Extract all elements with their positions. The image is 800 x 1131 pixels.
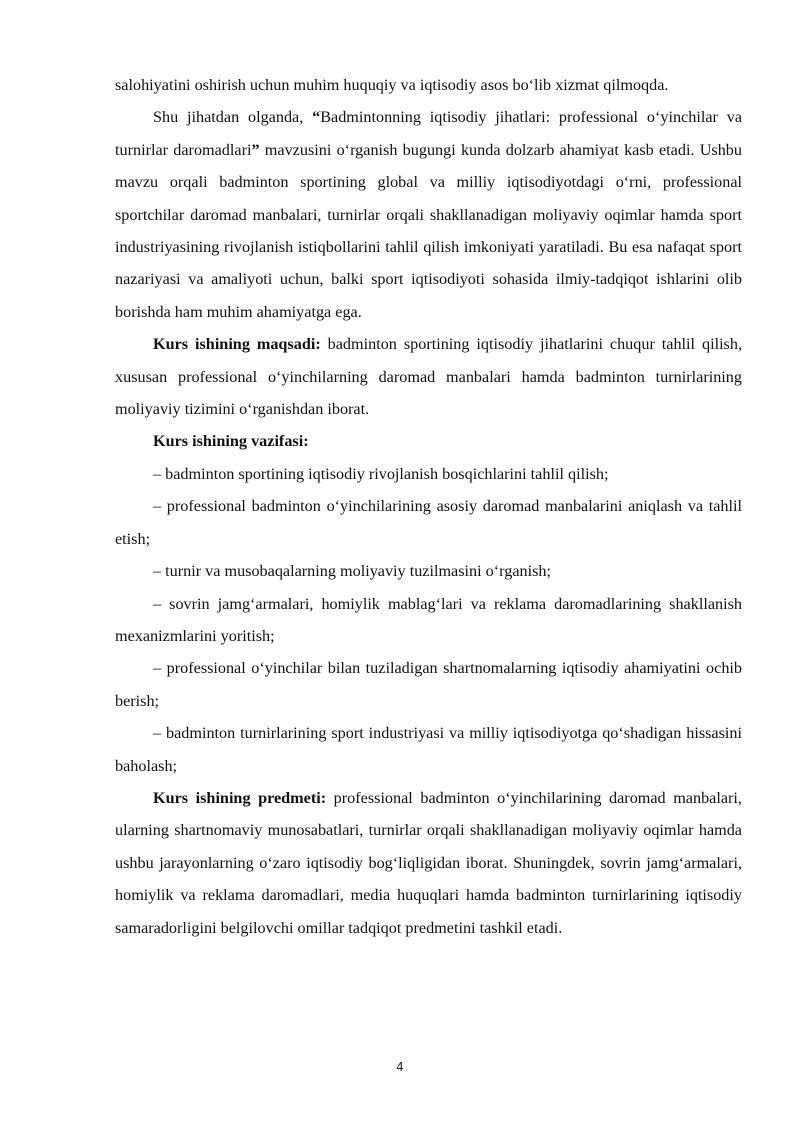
task-item: – sovrin jamg‘armalari, homiylik mablag‘lari va reklama daromadlarining shakllanish mexanizmlarini yoritish; bbox=[115, 594, 742, 645]
tasks-heading: Kurs ishining vazifasi: bbox=[153, 432, 309, 451]
goal-text: badminton sportining iqtisodiy jihatlarini chuqur tahlil qilish, xususan professional o‘yinchilarning daromad manbalari hamda badminton turnirlarining moliyaviy tizimini o‘rganishdan iborat. bbox=[115, 335, 743, 419]
relevance-text: mavzusini o‘rganish bugungi kunda dolzarb ahamiyat kasb etadi. Ushbu mavzu orqali badminton sportining global va milliy iqtisodiyotdagi o‘rni, professional sportchilar daromad manbalari, turnirlar orqali shakllanadigan moliyaviy oqimlar hamda sport industriyasining rivojlanish istiqbollarini tahlil qilish imkoniyati yaratiladi. Bu esa nafaqat sport nazariyasi va amaliyoti uchun, balki sport iqtisodiyoti sohasida ilmiy-tadqiqot ishlarini olib borishda ham muhim ahamiyatga ega. bbox=[115, 140, 742, 321]
subject-label: Kurs ishining predmeti: bbox=[153, 788, 327, 807]
intro-continuation-paragraph bbox=[115, 69, 742, 101]
task-item: – professional badminton o‘yinchilarining asosiy daromad manbalarini aniqlash va tahlil etish; bbox=[115, 497, 742, 548]
goal-label: Kurs ishining maqsadi: bbox=[153, 335, 321, 354]
page-number: 4 bbox=[396, 1060, 404, 1074]
subject-text: professional badminton o‘yinchilarining daromad manbalari, ularning shartnomaviy munosabatlari, turnirlar orqali shakllanadigan moliyaviy oqimlar hamda ushbu jarayonlarning o‘zaro iqtisodiy bog‘liqligidan iborat. Shuningdek, sovrin jamg‘armalari, homiylik va reklama daromadlari, media huquqlari hamda badminton turnirlarining iqtisodiy samaradorligini belgilovchi omillar tadqiqot predmetini tashkil etadi. bbox=[115, 788, 742, 937]
goal-paragraph bbox=[115, 328, 742, 425]
topic-title: Badmintonning iqtisodiy jihatlari: professional o‘yinchilar va turnirlar daromadlari bbox=[115, 108, 743, 159]
relevance-paragraph bbox=[115, 101, 742, 328]
intro-continuation-text: salohiyatini oshirish uchun muhim huquqiy va iqtisodiy asos bo‘lib xizmat qilmoqda. bbox=[115, 76, 669, 94]
task-item: – turnir va musobaqalarning moliyaviy tuzilmasini o‘rganish; bbox=[153, 562, 552, 581]
task-item: – badminton sportining iqtisodiy rivojlanish bosqichlarini tahlil qilish; bbox=[153, 464, 609, 483]
task-item: – professional o‘yinchilar bilan tuziladigan shartnomalarning iqtisodiy ahamiyatini ochib berish; bbox=[115, 659, 742, 710]
relevance-lead: Shu jihatdan olganda, bbox=[153, 108, 313, 127]
subject-paragraph bbox=[115, 782, 742, 944]
quote-open: “ bbox=[312, 108, 321, 127]
task-item: – badminton turnirlarining sport industriyasi va milliy iqtisodiyotga qo‘shadigan hissasini baholash; bbox=[115, 724, 742, 775]
document-page bbox=[115, 69, 742, 944]
quote-close: ” bbox=[251, 140, 260, 159]
